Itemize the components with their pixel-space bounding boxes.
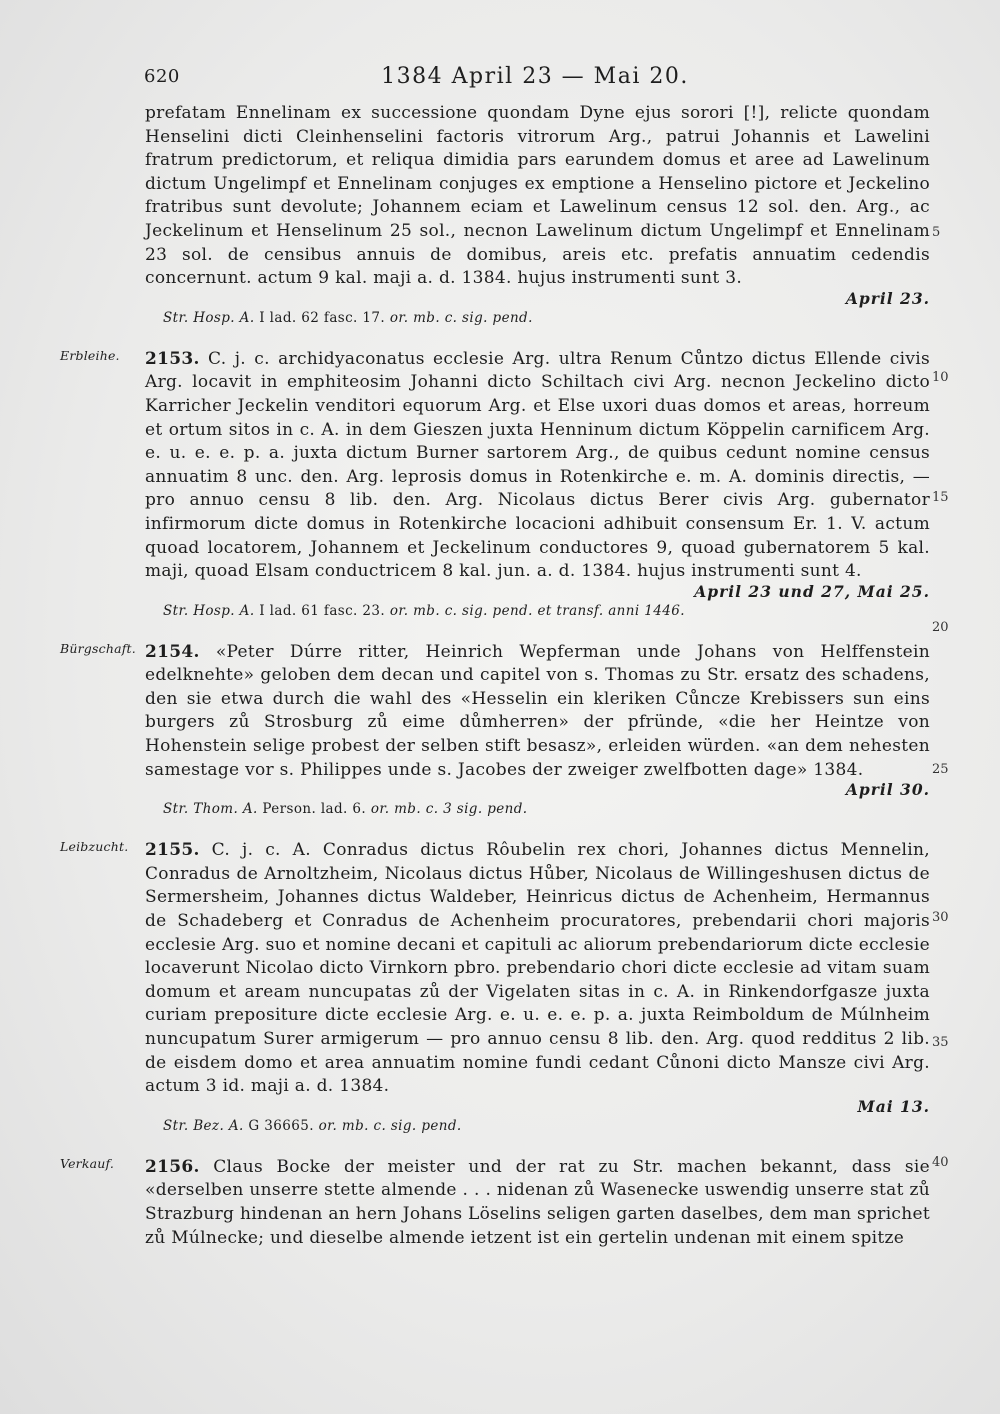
entry-text: prefatam Ennelinam ex successione quondam Dyne ejus sorori [!], relicte quondam Henselini dicti Cleinhenselini factoris vitrorum Arg., patrui Johannis et Lawelini fratrum predictorum, et reliqua dimidia pars earundem domus et aree ad Lawelinum dictum Ungelimpf et Ennelinam conjuges ex emptione a Henselino pictore et Jeckelino fratribus sunt devolute; Johannem eciam et Lawelinum census 12 sol. den. Arg., ac Jeckelinum et Henselinum 25 sol., necnon Lawelinum dictum Ungelimpf et Ennelinam 23 sol. de censibus annuis de domibus, areis etc. prefatis annuatim cedendis concernunt. actum 9 kal. maji a. d. 1384. hujus instrumenti sunt 3.	[145, 103, 930, 289]
entry-text	[145, 839, 930, 1099]
running-head: 1384 April 23 — Mai 20.	[381, 64, 689, 89]
page-body	[60, 102, 930, 1250]
source-archive: Str. Hosp. A.	[163, 309, 255, 326]
continuation-entry	[145, 102, 930, 326]
source-citation	[163, 801, 930, 817]
source-reference: I lad. 61 fasc. 23.	[259, 602, 386, 619]
source-note: or. mb. c. 3 sig. pend.	[370, 801, 528, 818]
entry-number: 2155.	[145, 840, 200, 861]
entry-date: April 30.	[845, 780, 930, 800]
entry-body: C. j. c. archidyaconatus ecclesie Arg. ultra Renum Cůntzo dictus Ellende civis Arg. locavit in emphiteosim Johanni dicto Schiltach civi Arg. necnon Jeckelino dicto Karricher Jeckelin venditori equorum Arg. et Else uxori duas domos et areas, horreum et ortum sitos in c. A. in dem Gieszen juxta Henninum dictum Köppelin carnificem Arg. e. u. e. e. p. a. juxta dictum Burner sartorem Arg., de quibus cedunt nomine census annuatim 8 unc. den. Arg. leprosis domus in Rotenkirche e. m. A. dominis directis, — pro annuo censu 8 lib. den. Arg. Nicolaus dictus Berer civis Arg. gubernator infirmorum dicte domus in Rotenkirche locacioni adhibuit consensum Er. 1. V. actum quoad locatorem, Johannem et Jeckelinum conductores 9, quoad gubernatorem 5 kal. maji, quoad Elsam conductricem 8 kal. jun. a. d. 1384. hujus instrumenti sunt 4.	[145, 348, 930, 582]
entry-date: Mai 13.	[857, 1096, 930, 1116]
margin-topic: Erbleihe.	[60, 347, 120, 363]
margin-topic: Leibzucht.	[60, 839, 129, 855]
line-number: 25	[932, 762, 949, 777]
source-note: or. mb. c. sig. pend.	[318, 1117, 462, 1134]
margin-topic: Verkauf.	[60, 1155, 115, 1171]
source-reference: G 36665.	[248, 1117, 314, 1134]
entry-body: «Peter Dúrre ritter, Heinrich Wepferman unde Johans von Helffenstein edelknehte» geloben dem decan und capitel von s. Thomas zu Str. ersatz des schadens, den sie etwa durch die wahl des «Hesselin ein kleriken Cůncze Krebissers sun eins burgers zů Strosburg zů eime důmherren» der pfründe, «die her Heintze von Hohenstein selige probest der selben stift besasz», erleiden würden. «an dem nehesten samestage vor s. Philippes unde s. Jacobes der zweiger zwelfbotten dage» 1384.	[145, 641, 930, 780]
source-reference: Person. lad. 6.	[262, 801, 367, 818]
source-citation	[163, 603, 930, 619]
entry-2154	[60, 640, 930, 818]
source-citation	[163, 1118, 930, 1134]
source-archive: Str. Thom. A.	[163, 801, 258, 818]
entry-2153	[60, 347, 930, 619]
source-note: or. mb. c. sig. pend. et transf. anni 1446.	[389, 602, 685, 619]
page-header	[140, 64, 930, 96]
entry-text	[145, 348, 930, 584]
entry-text	[145, 1156, 930, 1250]
entry-body: Claus Bocke der meister und der rat zu Str. machen bekannt, dass sie «derselben unserre stette almende . . . nidenan zů Wasenecke uswendig unserre stat zů Strazburg hindenan an hern Johans Löselins seligen garten daselbes, dem man sprichet zů Múlnecke; und dieselbe almende ietzent ist ein gertelin undenan mit einem spitze	[145, 1156, 930, 1248]
source-note: or. mb. c. sig. pend.	[389, 309, 533, 326]
line-number: 20	[932, 620, 949, 635]
entry-2156	[60, 1155, 930, 1250]
line-number: 10	[932, 370, 949, 385]
line-number: 35	[932, 1035, 949, 1050]
line-number: 15	[932, 490, 949, 505]
source-archive: Str. Bez. A.	[163, 1117, 244, 1134]
entry-number: 2153.	[145, 348, 200, 369]
entry-date: April 23.	[845, 288, 930, 308]
source-citation	[163, 310, 930, 326]
entry-number: 2156.	[145, 1156, 200, 1177]
line-number: 30	[932, 910, 949, 925]
entry-date: April 23 und 27, Mai 25.	[694, 581, 930, 601]
page-number: 620	[144, 66, 180, 87]
entry-2155	[60, 839, 930, 1134]
entry-number: 2154.	[145, 641, 200, 662]
line-number: 5	[932, 225, 941, 240]
source-reference: I lad. 62 fasc. 17.	[259, 309, 386, 326]
line-number: 40	[932, 1155, 949, 1170]
source-archive: Str. Hosp. A.	[163, 602, 255, 619]
margin-topic: Bürgschaft.	[60, 640, 136, 656]
entry-text	[145, 641, 930, 783]
entry-body: C. j. c. A. Conradus dictus Rôubelin rex chori, Johannes dictus Mennelin, Conradus de Arnoltzheim, Nicolaus dictus Hůber, Nicolaus de Willingeshusen dictus de Sermersheim, Johannes dictus Waldeber, Heinricus dictus de Achenheim, Hermannus de Schadeberg et Conradus de Achenheim procuratores, prebendarii chori majoris ecclesie Arg. suo et nomine decani et capituli ac aliorum prebendariorum dicte ecclesie locaverunt Nicolao dicto Virnkorn pbro. prebendario chori dicte ecclesie ad vitam suam domum et aream nuncupatas zů der Vigelaten sitas in c. A. in Rinkendorfgasze juxta curiam prepositure dicte ecclesie Arg. e. u. e. e. p. a. juxta Reimboldum de Múlnheim nuncupatum Surer armigerum — pro annuo censu 8 lib. den. Arg. quod redditus 2 lib. de eisdem domo et area annuatim nomine fundi cedant Cůnoni dicto Mansze civi Arg. actum 3 id. maji a. d. 1384.	[145, 840, 930, 1097]
